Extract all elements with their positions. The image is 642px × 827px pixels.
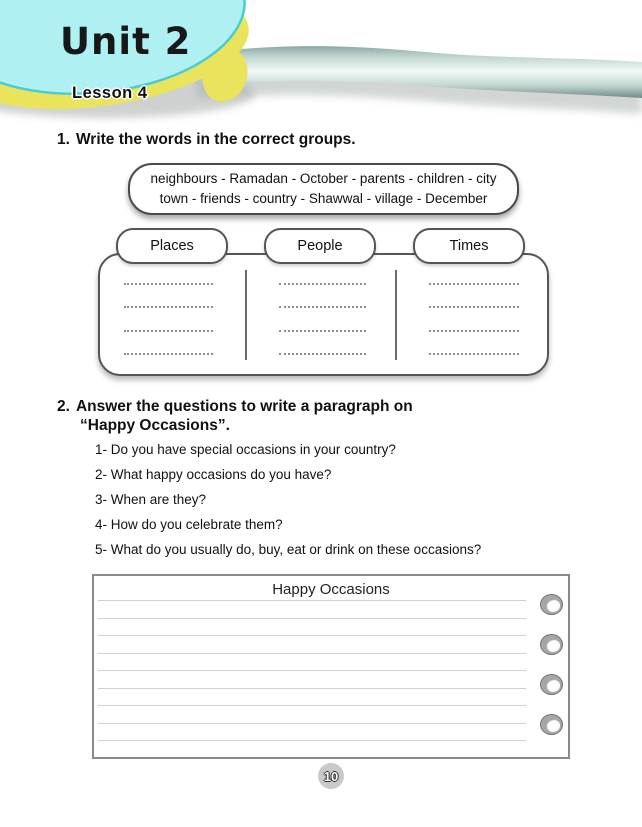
writing-line: [98, 653, 526, 654]
answer-line: [279, 353, 366, 355]
question-item: 2- What happy occasions do you have?: [95, 467, 332, 482]
group-pill-people: People: [264, 228, 376, 264]
exercise2-title-line1: Answer the questions to write a paragraph on: [75, 398, 413, 415]
writing-box-title: Happy Occasions: [272, 581, 390, 598]
exercise2-heading-line2: “Happy Occasions”.: [80, 417, 230, 434]
writing-line: [98, 635, 526, 636]
writing-line: [98, 618, 526, 619]
writing-line: [98, 688, 526, 689]
group-pill-times: Times: [413, 228, 525, 264]
question-list: [95, 442, 481, 567]
binder-hole-icon: [540, 674, 563, 695]
column-divider: [245, 270, 247, 360]
binder-hole-icon: [540, 634, 563, 655]
question-item: 3- When are they?: [95, 492, 207, 507]
answer-line: [124, 306, 213, 308]
answer-line: [124, 353, 213, 355]
groups-box: [98, 253, 549, 376]
answer-line: [429, 306, 519, 308]
column-divider: [395, 270, 397, 360]
lesson-label: Lesson 4: [72, 84, 148, 102]
writing-line: [98, 740, 526, 741]
group-pill-places: Places: [116, 228, 228, 264]
question-item: 1- Do you have special occasions in your country?: [95, 442, 396, 457]
exercise2-number: 2.: [57, 398, 70, 415]
word-bank: [128, 163, 519, 215]
binder-hole-icon: [540, 594, 563, 615]
unit-title: Unit 2: [60, 20, 192, 63]
writing-box: [92, 574, 570, 759]
exercise1-number: 1.: [57, 131, 70, 148]
question-item: 5- What do you usually do, buy, eat or drink on these occasions?: [95, 542, 482, 557]
answer-line: [429, 283, 519, 285]
answer-line: [124, 283, 213, 285]
page-number-badge: 10: [318, 763, 344, 789]
question-item: 4- How do you celebrate them?: [95, 517, 283, 532]
word-bank-line2: town - friends - country - Shawwal - village - December: [159, 191, 488, 206]
writing-line: [98, 723, 526, 724]
writing-line: [98, 705, 526, 706]
answer-line: [279, 306, 366, 308]
word-bank-line1: neighbours - Ramadan - October - parents - children - city: [150, 171, 497, 186]
answer-line: [279, 283, 366, 285]
exercise2-heading: [57, 398, 413, 416]
writing-line: [98, 670, 526, 671]
answer-line: [429, 330, 519, 332]
answer-line: [279, 330, 366, 332]
answer-line: [429, 353, 519, 355]
exercise1-title: Write the words in the correct groups.: [75, 131, 356, 148]
exercise1-heading: [57, 131, 356, 149]
binder-hole-icon: [540, 714, 563, 735]
answer-line: [124, 330, 213, 332]
writing-line: [98, 600, 526, 601]
